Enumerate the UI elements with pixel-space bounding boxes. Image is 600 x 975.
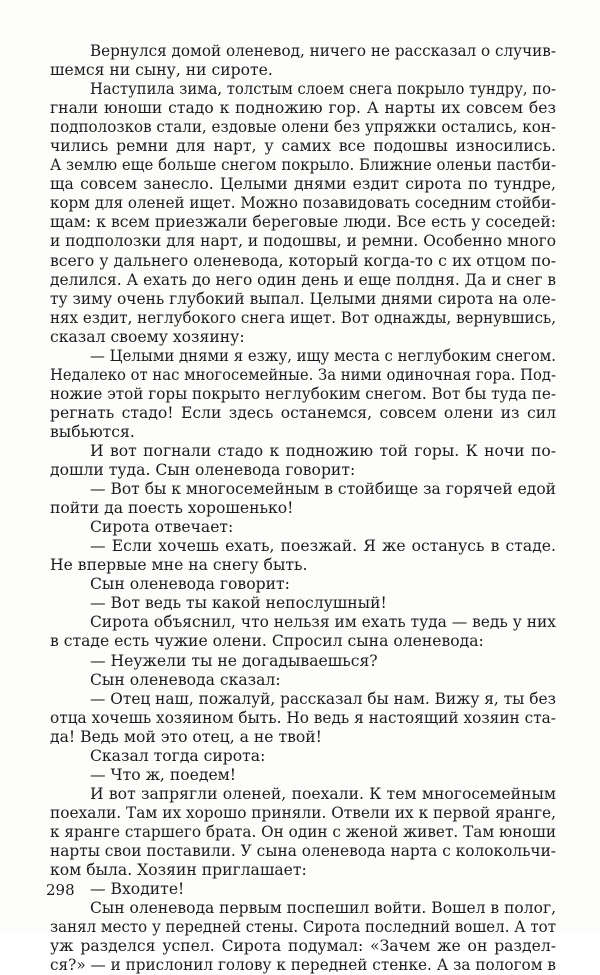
text-line: гнали юноши стадо к подножию гор. А нарты их совсем без (50, 99, 556, 118)
text-line: всего у дальнего оленевода, который когда-то с их отцом по- (50, 251, 556, 270)
text-line: регнать стадо! Если здесь останемся, совсем олени из сил (50, 403, 556, 422)
text-line: дошли туда. Сын оленевода говорит: (50, 461, 356, 480)
text-line: сказал своему хозяину: (50, 327, 245, 346)
text-line: подполозков стали, ездовые олени без упряжки остались, кон- (50, 118, 556, 137)
text-line: нарты свои поставили. У сына оленевода нарта с колокольчи- (50, 841, 556, 860)
text-line: ножие этой горы покрыто неглубоким снегом. Вот бы туда пе- (50, 384, 556, 403)
text-line: поехали. Там их хорошо приняли. Отвели их к первой яранге, (50, 803, 556, 822)
text-line: — Отец наш, пожалуй, рассказал бы нам. Вижу я, ты без (90, 689, 556, 708)
text-line: корм для оленей ищет. Можно позавидовать соседним стойби- (50, 194, 556, 213)
text-line: — Входите! (90, 880, 185, 899)
text-line: Сирота отвечает: (90, 518, 234, 537)
text-line: Сын оленевода первым поспешил войти. Вошел в полог, (90, 899, 556, 918)
text-line: Сказал тогда сирота: (90, 746, 266, 765)
text-line: делился. А ехать до него один день и еще полдня. Да и снег в (50, 270, 556, 289)
text-line: к яранге старшего брата. Он один с женой живет. Там юноши (50, 822, 556, 841)
text-line: нях ездит, неглубокого снега ищет. Вот однажды, вернувшись, (50, 308, 556, 327)
text-line: — Неужели ты не догадываешься? (90, 651, 378, 670)
text-line: — Вот бы к многосемейным в стойбище за горячей едой (90, 480, 556, 499)
text-line: занял место у передней стены. Сирота последний вошел. А тот (50, 918, 556, 937)
text-line: Сирота объяснил, что нельзя им ехать туда — ведь у них (90, 613, 556, 632)
text-line: ся?» — и прислонил голову к передней стенке. А за пологом в (50, 956, 556, 975)
text-line: да! Ведь мой это отец, а не твой! (50, 727, 322, 746)
text-line: ща совсем занесло. Целыми днями ездит сирота по тундре, (50, 175, 556, 194)
text-line: Сын оленевода говорит: (90, 575, 290, 594)
text-line: Сын оленевода сказал: (90, 670, 281, 689)
text-line: в стаде есть чужие олени. Спросил сына оленевода: (50, 632, 484, 651)
page-number: 298 (46, 881, 75, 899)
text-line: отца хочешь хозяином быть. Но ведь я настоящий хозяин ста- (50, 708, 556, 727)
text-line: — Если хочешь ехать, поезжай. Я же останусь в стаде. (90, 537, 556, 556)
text-line: — Целыми днями я езжу, ищу места с неглубоким снегом. (90, 346, 556, 365)
text-line: И вот запрягли оленей, поехали. К тем многосемейным (90, 784, 556, 803)
text-line: выбьются. (50, 422, 135, 441)
text-line: Недалеко от нас многосемейные. За ними одиночная гора. Под- (50, 365, 556, 384)
text-line: Наступила зима, толстым слоем снега покрыло тундру, по- (90, 80, 556, 99)
text-line: пойти да поесть хорошенько! (50, 499, 294, 518)
text-line: А землю еще больше снегом покрыло. Ближние оленьи пастби- (50, 156, 556, 175)
text-line: чились ремни для нарт, у самих все подошвы износились. (50, 137, 556, 156)
text-line: ком была. Хозяин приглашает: (50, 861, 307, 880)
body-text (50, 42, 556, 975)
text-line: шемся ни сыну, ни сироте. (50, 61, 273, 80)
text-line: щам: к всем приезжали береговые люди. Все есть у соседей: (50, 213, 556, 232)
text-line: — Вот ведь ты какой непослушный! (90, 594, 387, 613)
text-line: Не впервые мне на снегу быть. (50, 556, 308, 575)
text-line: — Что ж, поедем! (90, 765, 237, 784)
text-line: и подполозки для нарт, и подошвы, и ремни. Особенно много (50, 232, 556, 251)
text-line: ту зиму очень глубокий выпал. Целыми днями сирота на оле- (50, 289, 556, 308)
text-line: Вернулся домой оленевод, ничего не рассказал о случив- (90, 42, 556, 60)
text-line: уж разделся успел. Сирота подумал: «Зачем же он раздел- (50, 937, 556, 956)
text-line: И вот погнали стадо к подножию той горы. К ночи по- (90, 441, 556, 460)
